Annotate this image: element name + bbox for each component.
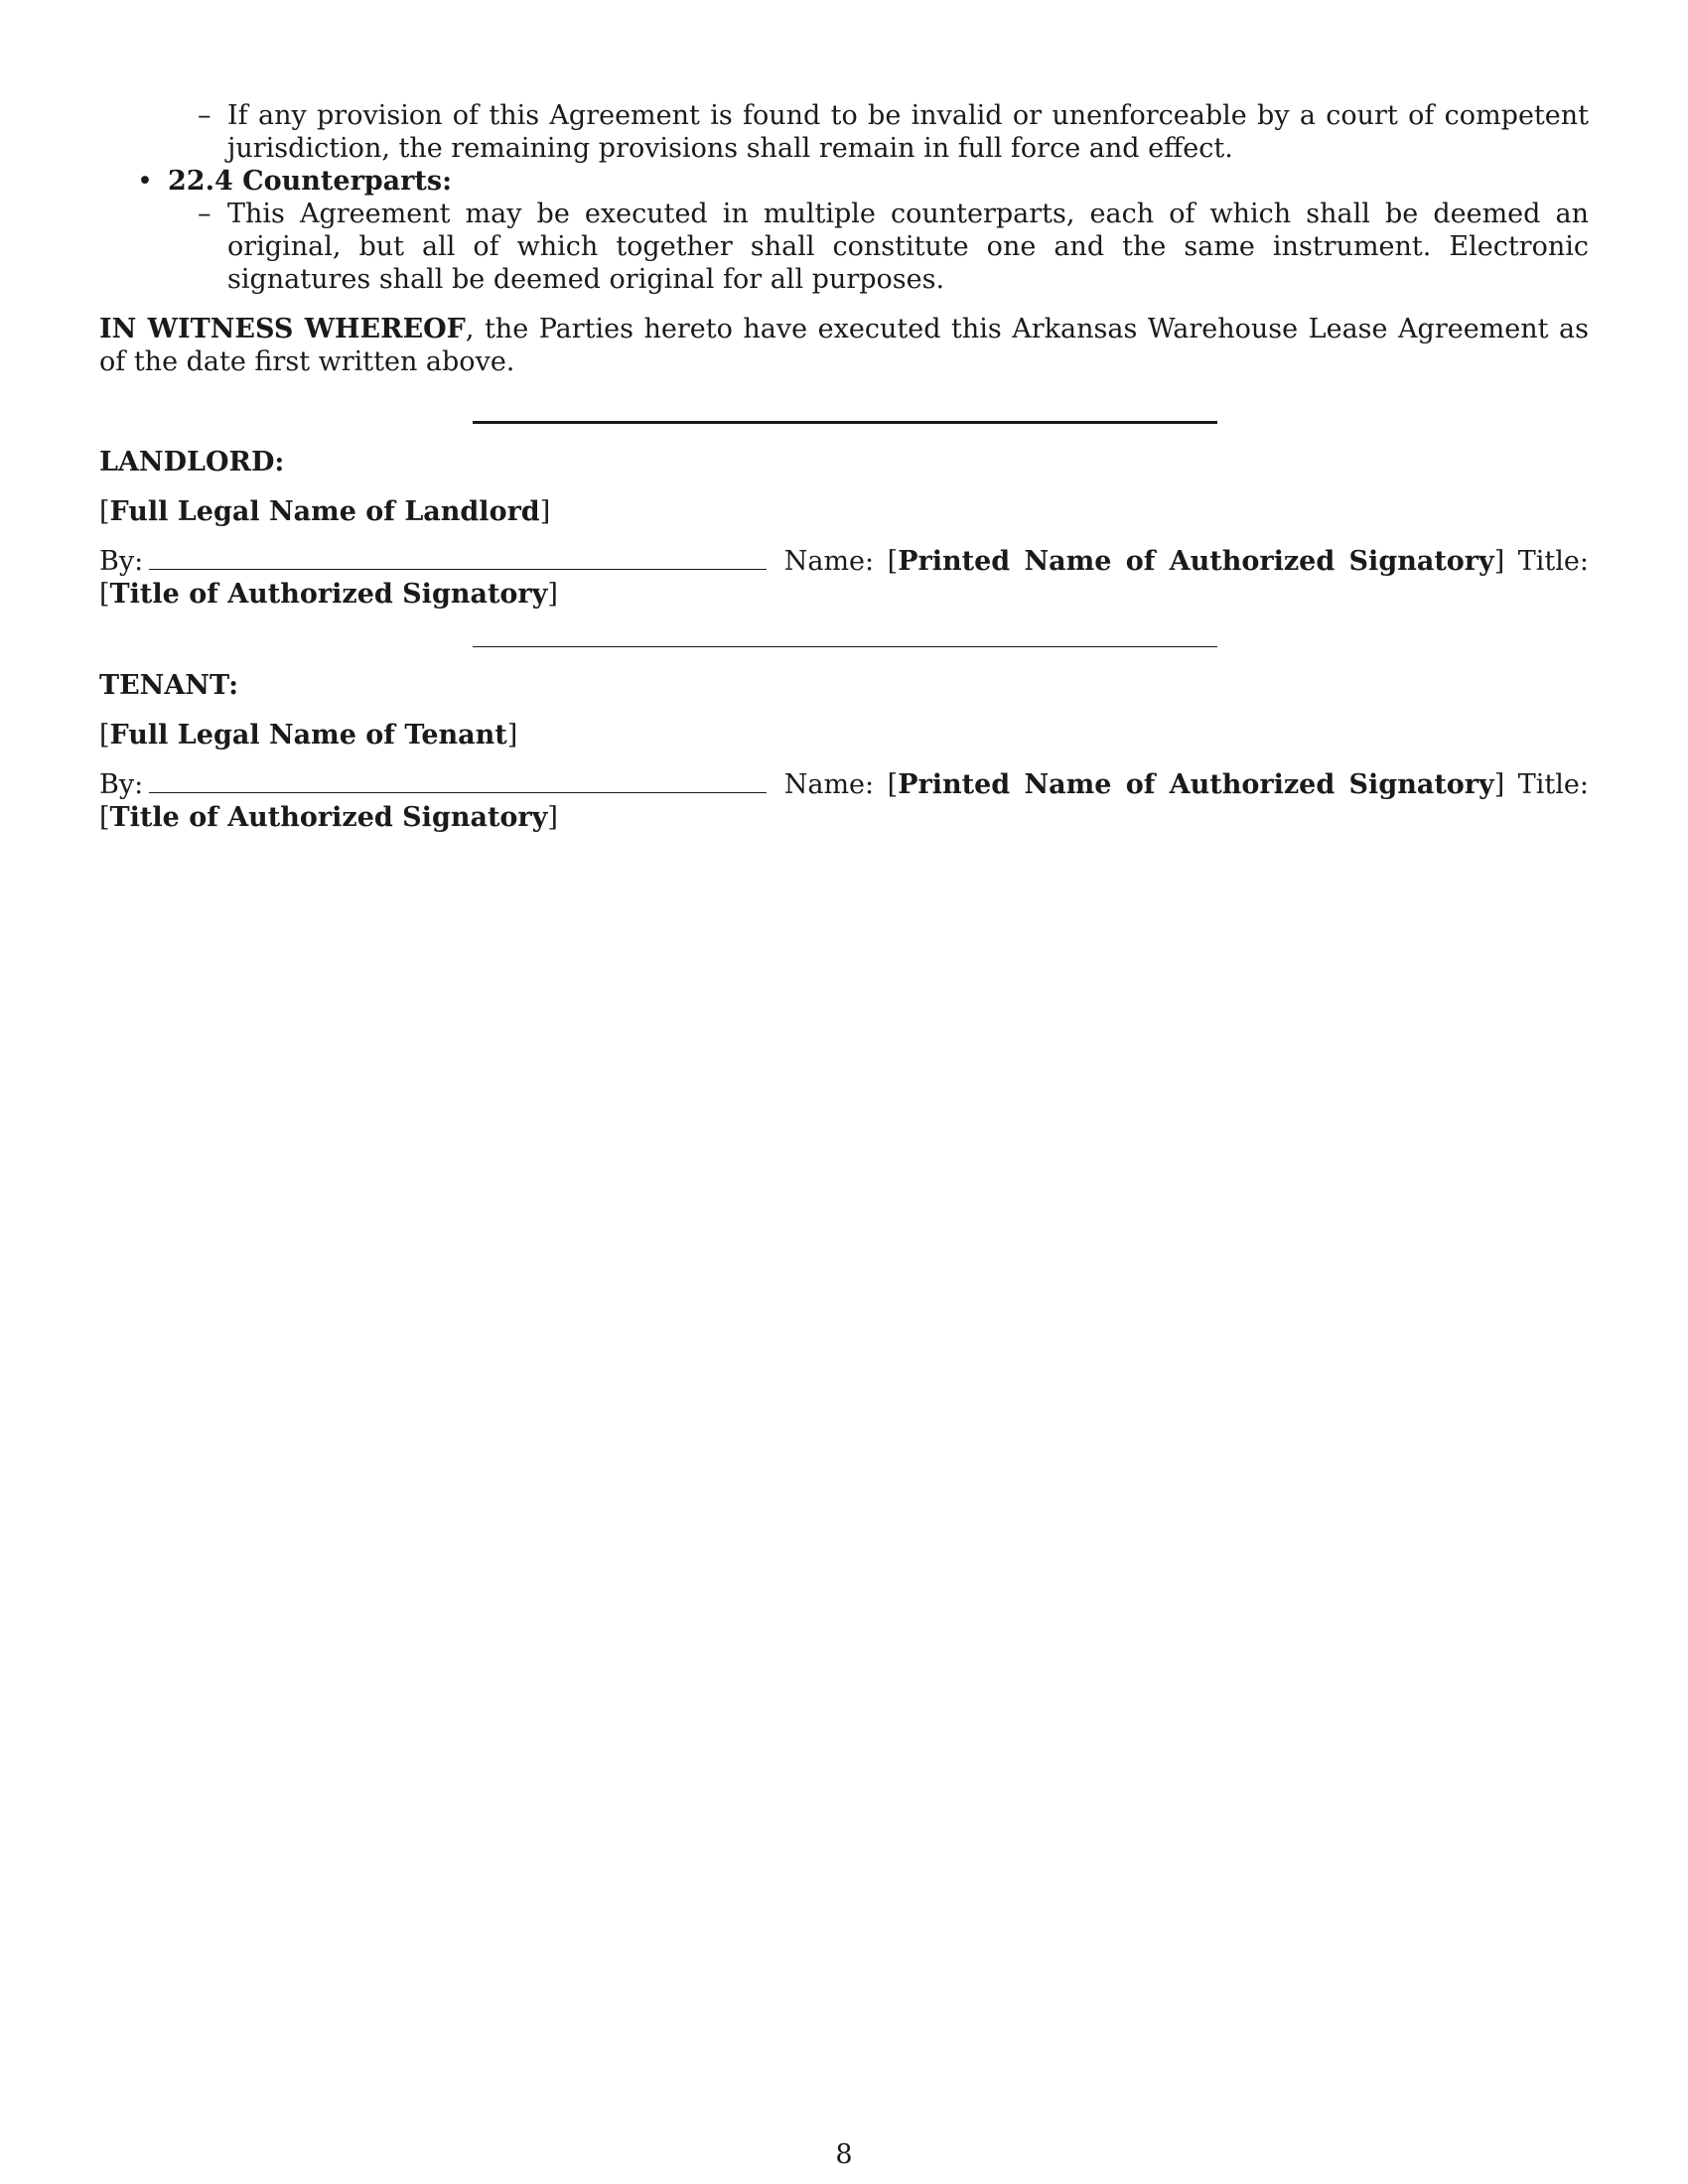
landlord-signatory-name: Printed Name of Authorized Signatory	[898, 546, 1494, 577]
landlord-title-label: Title:	[1517, 546, 1589, 577]
dash-marker: –	[198, 100, 211, 131]
page-number: 8	[835, 2139, 853, 2170]
landlord-separator-rule	[473, 421, 1217, 424]
severability-clause	[99, 99, 1589, 165]
landlord-legal-name-value: Full Legal Name of Landlord	[109, 496, 540, 527]
tenant-name-label: Name:	[783, 769, 875, 800]
landlord-signatory-title: Title of Authorized Signatory	[109, 579, 548, 610]
witness-text: , the Parties hereto have executed this Arkansas Warehouse Lease Agreement as of the date first written above.	[99, 314, 1589, 377]
counterparts-text: This Agreement may be executed in multiple counterparts, each of which shall be deemed an original, but all of which together shall constitute one and the same instrument. Electronic signatures shall be deemed original for all purposes.	[227, 199, 1589, 295]
severability-text: If any provision of this Agreement is found to be invalid or unenforceable by a court of competent jurisdiction, the remaining provisions shall remain in full force and effect.	[227, 100, 1589, 164]
landlord-by-label: By:	[99, 546, 144, 577]
tenant-by-label: By:	[99, 769, 144, 800]
landlord-signature-line[interactable]	[149, 547, 767, 570]
counterparts-heading-item	[99, 165, 1589, 198]
landlord-signature-block: By: Name: [Printed Name of Authorized Signatory] Title: [Title of Authorized Signatory]	[99, 546, 1589, 610]
tenant-separator-rule	[473, 646, 1217, 647]
tenant-legal-name: [Full Legal Name of Tenant]	[99, 720, 518, 751]
tenant-signatory-title: Title of Authorized Signatory	[109, 802, 548, 833]
dash-marker: –	[198, 199, 211, 229]
tenant-label: TENANT:	[99, 670, 239, 701]
landlord-label: LANDLORD:	[99, 447, 285, 478]
landlord-legal-name: [Full Legal Name of Landlord]	[99, 496, 551, 527]
counterparts-heading: 22.4 Counterparts:	[168, 166, 453, 197]
tenant-signature-line[interactable]	[149, 770, 767, 793]
bullet-marker: •	[137, 166, 153, 197]
landlord-name-label: Name:	[783, 546, 875, 577]
counterparts-clause	[99, 198, 1589, 296]
tenant-signatory-name: Printed Name of Authorized Signatory	[898, 769, 1494, 800]
witness-paragraph	[99, 313, 1589, 378]
tenant-title-label: Title:	[1517, 769, 1589, 800]
document-page	[99, 99, 1589, 834]
tenant-legal-name-value: Full Legal Name of Tenant	[109, 720, 507, 751]
witness-lead: IN WITNESS WHEREOF	[99, 314, 466, 344]
tenant-signature-block: By: Name: [Printed Name of Authorized Signatory] Title: [Title of Authorized Signatory]	[99, 769, 1589, 833]
